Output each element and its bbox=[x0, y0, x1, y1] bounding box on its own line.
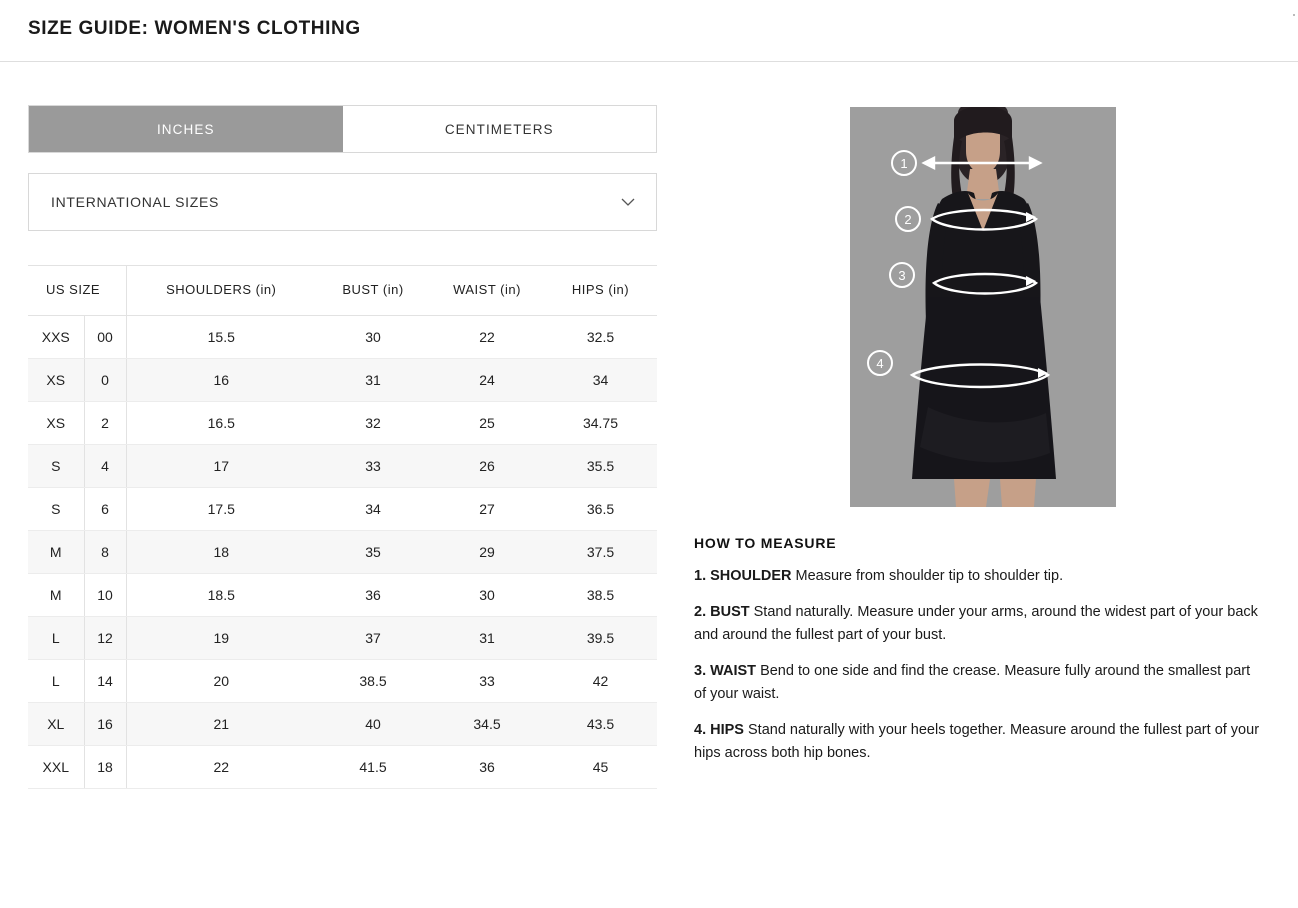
table-row bbox=[28, 703, 657, 746]
tab-centimeters[interactable]: CENTIMETERS bbox=[343, 106, 657, 152]
svg-text:1: 1 bbox=[900, 156, 908, 171]
page-header bbox=[0, 0, 1298, 62]
svg-text:3: 3 bbox=[898, 268, 906, 283]
measure-instruction-waist bbox=[694, 660, 1264, 705]
cell-hips: 38.5 bbox=[544, 574, 657, 617]
cell-bust: 40 bbox=[316, 703, 430, 746]
size-table-column bbox=[0, 62, 690, 789]
column-header-waist: WAIST (in) bbox=[430, 266, 544, 316]
cell-waist: 29 bbox=[430, 531, 544, 574]
unit-toggle[interactable] bbox=[28, 105, 657, 153]
cell-shoulders: 18 bbox=[126, 531, 316, 574]
cell-bust: 33 bbox=[316, 445, 430, 488]
table-row bbox=[28, 445, 657, 488]
cell-waist: 31 bbox=[430, 617, 544, 660]
cell-bust: 32 bbox=[316, 402, 430, 445]
cell-size-num: 4 bbox=[84, 445, 126, 488]
cell-hips: 34 bbox=[544, 359, 657, 402]
table-header-row bbox=[28, 266, 657, 316]
cell-bust: 34 bbox=[316, 488, 430, 531]
table-row bbox=[28, 746, 657, 789]
cell-hips: 39.5 bbox=[544, 617, 657, 660]
measurement-diagram-image bbox=[850, 107, 1116, 507]
cell-bust: 30 bbox=[316, 316, 430, 359]
cell-size-num: 00 bbox=[84, 316, 126, 359]
cell-size-num: 0 bbox=[84, 359, 126, 402]
measurement-guide-column bbox=[690, 62, 1298, 789]
cell-hips: 42 bbox=[544, 660, 657, 703]
cell-hips: 37.5 bbox=[544, 531, 657, 574]
cell-bust: 36 bbox=[316, 574, 430, 617]
cell-size-alpha: M bbox=[28, 574, 84, 617]
cell-size-num: 14 bbox=[84, 660, 126, 703]
cell-shoulders: 17 bbox=[126, 445, 316, 488]
cell-hips: 45 bbox=[544, 746, 657, 789]
cell-hips: 35.5 bbox=[544, 445, 657, 488]
cell-waist: 34.5 bbox=[430, 703, 544, 746]
cell-shoulders: 22 bbox=[126, 746, 316, 789]
table-row bbox=[28, 531, 657, 574]
measure-instruction-bust bbox=[694, 601, 1264, 646]
cell-waist: 33 bbox=[430, 660, 544, 703]
table-row bbox=[28, 660, 657, 703]
how-to-measure-title: HOW TO MEASURE bbox=[694, 535, 837, 551]
cell-bust: 31 bbox=[316, 359, 430, 402]
measure-text-hips: Stand naturally with your heels together. Measure around the fullest part of your hips across both hip bones. bbox=[694, 722, 1260, 761]
measure-label-waist: 3. WAIST bbox=[694, 663, 757, 680]
cell-size-alpha: XXS bbox=[28, 316, 84, 359]
cell-bust: 38.5 bbox=[316, 660, 430, 703]
table-row bbox=[28, 316, 657, 359]
table-row bbox=[28, 402, 657, 445]
measure-label-hips: 4. HIPS bbox=[694, 722, 744, 739]
table-row bbox=[28, 574, 657, 617]
cell-size-alpha: M bbox=[28, 531, 84, 574]
cell-size-alpha: XS bbox=[28, 359, 84, 402]
how-to-measure-section bbox=[694, 535, 1264, 764]
cell-waist: 27 bbox=[430, 488, 544, 531]
svg-text:4: 4 bbox=[876, 356, 884, 371]
cell-shoulders: 19 bbox=[126, 617, 316, 660]
measure-text-bust: Stand naturally. Measure under your arms, around the widest part of your back and around the fullest part of your bust. bbox=[694, 604, 1258, 643]
measure-label-bust: 2. BUST bbox=[694, 604, 750, 621]
chevron-down-icon bbox=[620, 194, 636, 210]
cell-bust: 35 bbox=[316, 531, 430, 574]
cell-size-alpha: XS bbox=[28, 402, 84, 445]
cell-shoulders: 18.5 bbox=[126, 574, 316, 617]
measure-text-waist: Bend to one side and find the crease. Measure fully around the smallest part of your waist. bbox=[694, 663, 1251, 702]
size-system-value: INTERNATIONAL SIZES bbox=[51, 194, 220, 210]
column-header-bust: BUST (in) bbox=[316, 266, 430, 316]
svg-text:2: 2 bbox=[904, 212, 912, 227]
cell-size-alpha: XL bbox=[28, 703, 84, 746]
cell-hips: 36.5 bbox=[544, 488, 657, 531]
cell-waist: 30 bbox=[430, 574, 544, 617]
size-chart-table bbox=[28, 265, 657, 789]
page-title: SIZE GUIDE: WOMEN'S CLOTHING bbox=[28, 18, 361, 39]
measure-instruction-shoulder bbox=[694, 565, 1264, 587]
table-head bbox=[28, 266, 657, 316]
cell-size-num: 6 bbox=[84, 488, 126, 531]
column-header-shoulders: SHOULDERS (in) bbox=[126, 266, 316, 316]
cell-size-alpha: S bbox=[28, 488, 84, 531]
cell-waist: 36 bbox=[430, 746, 544, 789]
cell-size-alpha: XXL bbox=[28, 746, 84, 789]
cell-size-num: 10 bbox=[84, 574, 126, 617]
column-header-us-size: US SIZE bbox=[28, 266, 126, 316]
column-header-hips: HIPS (in) bbox=[544, 266, 657, 316]
main-content bbox=[0, 62, 1298, 789]
cell-bust: 37 bbox=[316, 617, 430, 660]
measure-text-shoulder: Measure from shoulder tip to shoulder tip. bbox=[791, 568, 1064, 584]
cell-waist: 24 bbox=[430, 359, 544, 402]
table-row bbox=[28, 617, 657, 660]
cell-shoulders: 20 bbox=[126, 660, 316, 703]
cell-shoulders: 15.5 bbox=[126, 316, 316, 359]
cell-bust: 41.5 bbox=[316, 746, 430, 789]
cell-shoulders: 17.5 bbox=[126, 488, 316, 531]
measure-instruction-hips bbox=[694, 719, 1264, 764]
tab-inches[interactable]: INCHES bbox=[29, 106, 343, 152]
cell-waist: 25 bbox=[430, 402, 544, 445]
cell-size-alpha: L bbox=[28, 660, 84, 703]
cell-size-num: 18 bbox=[84, 746, 126, 789]
cell-shoulders: 21 bbox=[126, 703, 316, 746]
cell-hips: 43.5 bbox=[544, 703, 657, 746]
cell-shoulders: 16.5 bbox=[126, 402, 316, 445]
cell-size-num: 12 bbox=[84, 617, 126, 660]
cell-size-alpha: S bbox=[28, 445, 84, 488]
cell-size-num: 16 bbox=[84, 703, 126, 746]
cell-waist: 22 bbox=[430, 316, 544, 359]
measure-label-shoulder: 1. SHOULDER bbox=[694, 568, 792, 584]
cell-hips: 32.5 bbox=[544, 316, 657, 359]
cell-size-num: 8 bbox=[84, 531, 126, 574]
table-body bbox=[28, 316, 657, 789]
table-row bbox=[28, 488, 657, 531]
corner-marker bbox=[1293, 14, 1295, 16]
cell-size-alpha: L bbox=[28, 617, 84, 660]
cell-waist: 26 bbox=[430, 445, 544, 488]
cell-size-num: 2 bbox=[84, 402, 126, 445]
size-system-select[interactable] bbox=[28, 173, 657, 231]
table-row bbox=[28, 359, 657, 402]
cell-hips: 34.75 bbox=[544, 402, 657, 445]
cell-shoulders: 16 bbox=[126, 359, 316, 402]
